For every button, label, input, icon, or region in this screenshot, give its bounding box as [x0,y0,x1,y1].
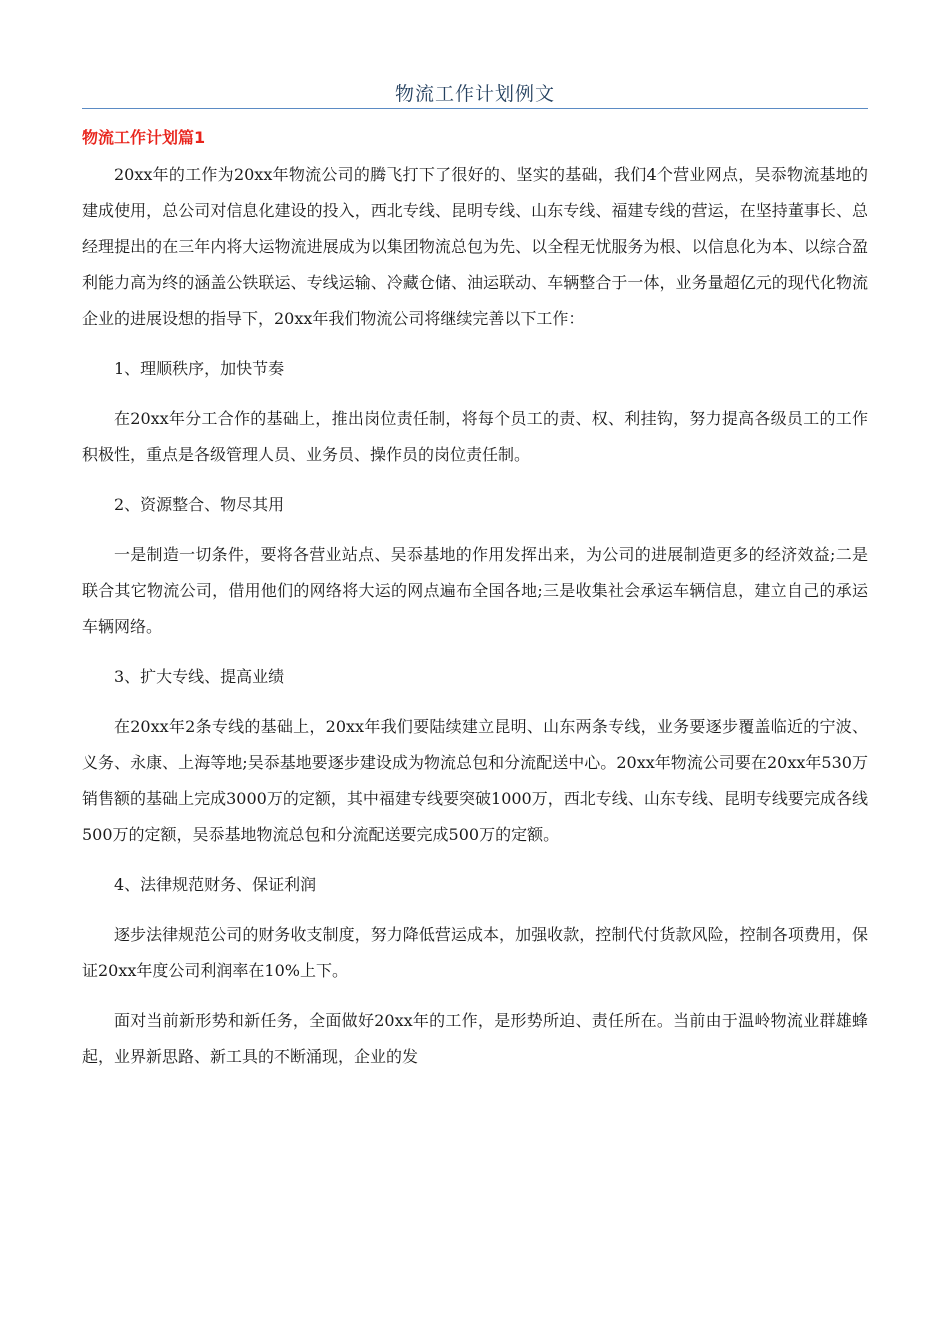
item-heading-3: 3、扩大专线、提高业绩 [114,667,285,686]
intro-paragraph: 20xx年的工作为20xx年物流公司的腾飞打下了很好的、坚实的基础，我们4个营业网点，吴忝物流基地的建成使用，总公司对信息化建设的投入，西北专线、昆明专线、山东专线、福建专线的营运，在坚持董事长、总经理提出的在三年内将大运物流进展成为以集团物流总包为先、以全程无忧服务为根、以信息化为本、以综合盈利能力高为终的涵盖公铁联运、专线运输、冷藏仓储、油运联动、车辆整合于一体，业务量超亿元的现代化物流企业的进展设想的指导下，20xx年我们物流公司将继续完善以下工作： [82,165,868,328]
document-title: 物流工作计划例文 [394,83,555,105]
item-paragraph-4: 逐步法律规范公司的财务收支制度，努力降低营运成本，加强收款，控制代付货款风险，控制各项费用，保证20xx年度公司利润率在10%上下。 [82,925,868,980]
item-paragraph-3: 在20xx年2条专线的基础上，20xx年我们要陆续建立昆明、山东两条专线，业务要逐步覆盖临近的宁波、义务、永康、上海等地;吴忝基地要逐步建设成为物流总包和分流配送中心。20xx年物流公司要在20xx年530万销售额的基础上完成3000万的定额，其中福建专线要突破1000万，西北专线、山东专线、昆明专线要完成各线500万的定额，吴忝基地物流总包和分流配送要完成500万的定额。 [82,717,868,844]
title-underline [82,108,868,109]
item-heading-4: 4、法律规范财务、保证利润 [114,875,317,894]
closing-paragraph: 面对当前新形势和新任务，全面做好20xx年的工作，是形势所迫、责任所在。当前由于温岭物流业群雄蜂起，业界新思路、新工具的不断涌现，企业的发 [82,1011,868,1066]
item-heading-1: 1、理顺秩序，加快节奏 [114,359,285,378]
item-paragraph-2: 一是制造一切条件，要将各营业站点、吴忝基地的作用发挥出来，为公司的进展制造更多的经济效益;二是联合其它物流公司，借用他们的网络将大运的网点遍布全国各地;三是收集社会承运车辆信息，建立自己的承运车辆网络。 [82,545,868,636]
item-paragraph-1: 在20xx年分工合作的基础上，推出岗位责任制，将每个员工的责、权、利挂钩，努力提高各级员工的工作积极性，重点是各级管理人员、业务员、操作员的岗位责任制。 [82,409,868,464]
section-heading: 物流工作计划篇1 [82,128,206,147]
item-heading-2: 2、资源整合、物尽其用 [114,495,285,514]
document-body [82,157,868,1075]
